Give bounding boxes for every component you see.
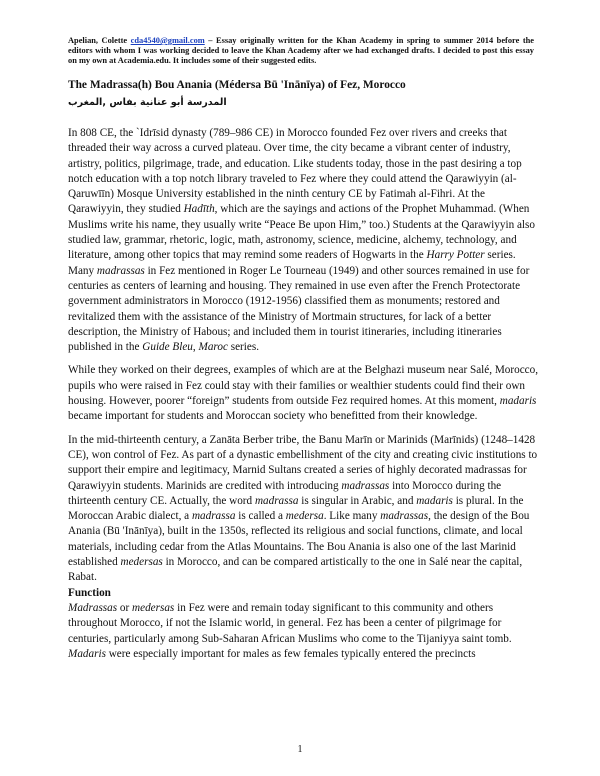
- paragraph-1: In 808 CE, the `Idrīsid dynasty (789–986 CE) in Morocco founded Fez over rivers and creeks that threaded their way across a curved plateau. Over time, the city became a vibrant center of industry, artistry, politics, pilgrimage, trade, and education. Like students today, those in the past desiring a top notch education with a top notch library traveled to Fez where they could attend the Qarawiyyin (al-Qaruwīīn) Mosque University established in the ninth century CE by Fatimah al-Fihri. At the Qarawiyyin, they studied Hadīth, which are the sayings and actions of the Prophet Muhammad. (When Muslims write his name, they usually write “Peace Be upon Him,” too.) Students at the Qarawiyyin also studied law, grammar, rhetoric, logic, math, astronomy, science, medicine, alchemy, technology, and literature, among other topics that may remind some readers of Hogwarts in the Harry Potter series. Many madrassas in Fez mentioned in Roger Le Tourneau (1949) and other sources remained in use for centuries as centers of learning and housing. They remained in use even after the French Protectorate government administrators in Morocco (1912-1956) classified them as monuments; restored and revitalized them with the assistance of the Ministry of Mortmain structures, for lack of a better description, the Ministry of Habous; and included them in tourist itineraries, including itineraries published in the Guide Bleu, Maroc series.: [68, 127, 535, 354]
- author-email-link[interactable]: cda4540@gmail.com: [130, 36, 205, 45]
- paragraph-4: Madrassas or medersas in Fez were and remain today significant to this community and others throughout Morocco, if not the Islamic world, in general. Fez has been a center of pilgrimage for centuries, particularly among Sub-Saharan African Muslims who come to the Tijaniyya saint tomb. Madaris were especially important for males as few females typically entered the precincts: [68, 601, 512, 660]
- paragraph-2: While they worked on their degrees, examples of which are at the Belghazi museum near Salé, Morocco, pupils who were raised in Fez could stay with their families or wealthier students could find their own housing. However, poorer “foreign” students from outside Fez required homes. At this moment, madaris became important for students and Moroccan society who benefitted from their knowledge.: [68, 364, 539, 423]
- arabic-title: المدرسة أبو عنانية بفاس ,المغرب: [68, 97, 227, 108]
- author-name: Apelian, Colette: [68, 36, 128, 45]
- paragraph-3: In the mid-thirteenth century, a Zanāta Berber tribe, the Banu Marīn or Marinids (Marīnids) (1248–1428 CE), won control of Fez. As part of a dynastic embellishment of the city and creating civic institutions to support their empire and legitimacy, Marnid Sultans created a series of highly decorated madrassas for Qarawiyyin students. Marinids are credited with introducing madrassas into Morocco during the thirteenth century CE. Actually, the word madrassa is singular in Arabic, and madaris is plural. In the Moroccan Arabic dialect, a madrassa is called a medersa. Like many madrassas, the design of the Bou Anania (Bū 'Inānīya), built in the 1350s, reflected its religious and social functions, climate, and local materials, including cedar from the Atlas Mountains. The Bou Anania is also one of the last Marinid established medersas in Morocco, and can be compared artistically to the one in Salé near the capital, Rabat.: [68, 433, 538, 584]
- header-note-text: – Essay originally written for the Khan Academy in spring to summer 2014 before the editors with whom I was working decided to leave the Khan Academy after we had exchanged drafts. I decided to post this essay on my own at Academia.edu. It includes some of their suggested edits.: [68, 36, 535, 66]
- document-title: The Madrassa(h) Bou Anania (Médersa Bū 'Inānīya) of Fez, Morocco: [68, 79, 406, 91]
- header-note: [68, 36, 534, 67]
- section-heading-function: Function: [68, 586, 111, 599]
- page-number: 1: [297, 744, 303, 755]
- body-text: [68, 126, 540, 670]
